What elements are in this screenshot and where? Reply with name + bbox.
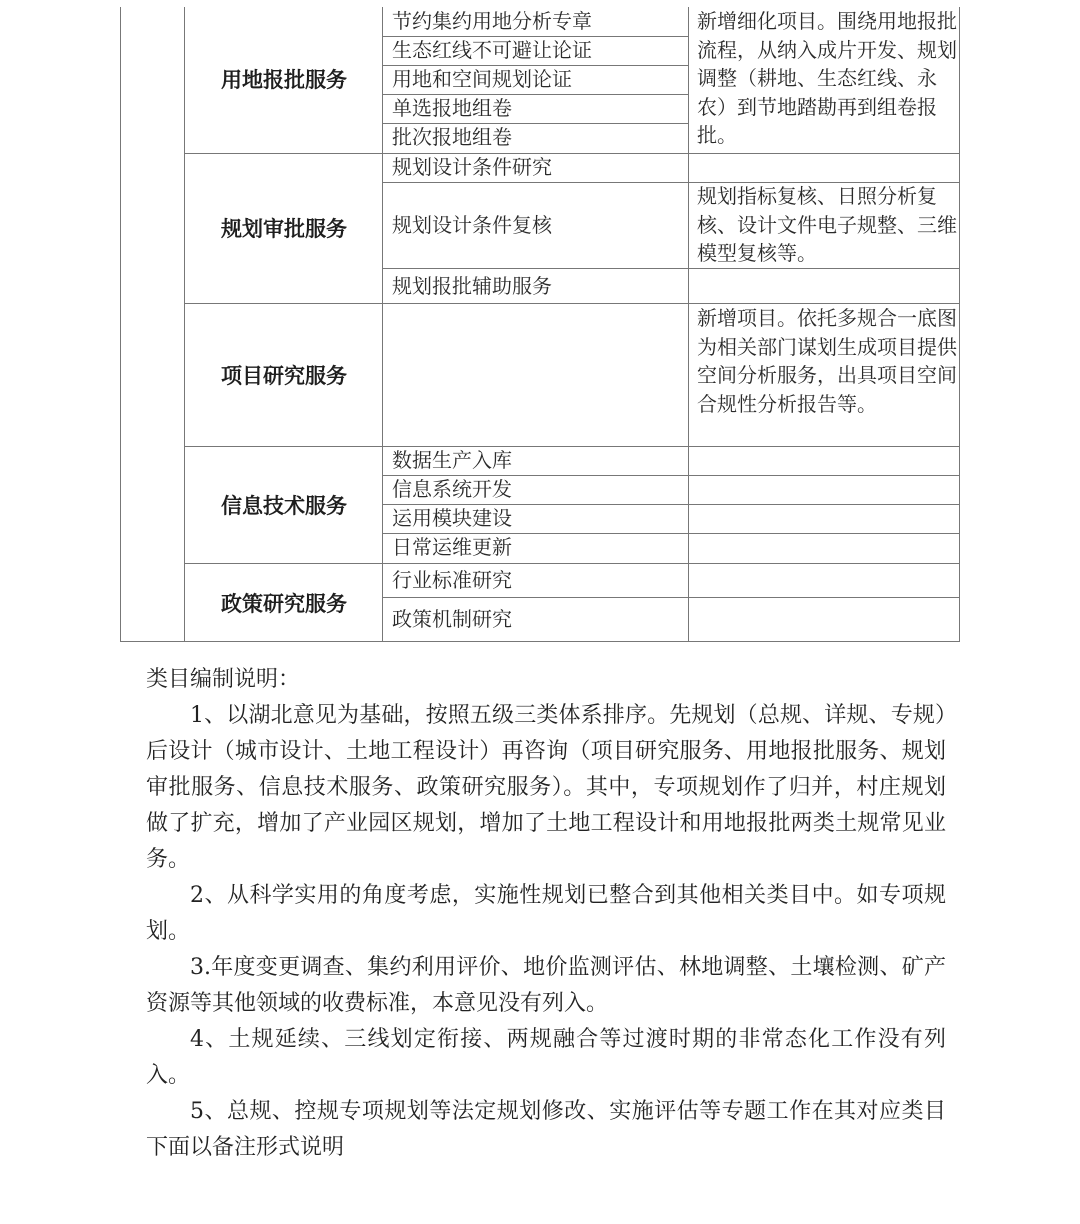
- table-cell-item: 运用模块建设: [392, 506, 512, 530]
- table-divider-col3: [688, 7, 689, 642]
- table-cell-note: 新增项目。依托多规合一底图为相关部门谋划生成项目提供空间分析服务，出具项目空间合规性分析报告等。: [697, 306, 957, 416]
- table-border-left: [120, 7, 121, 642]
- table-cell-item: 规划报批辅助服务: [392, 274, 552, 298]
- table-cell-item: 生态红线不可避让论证: [392, 38, 592, 62]
- category-policy-research: 政策研究服务: [221, 591, 347, 616]
- table-group-divider: [184, 153, 960, 154]
- table-border-bottom: [120, 641, 960, 642]
- notes-paragraph: 3.年度变更调查、集约利用评价、地价监测评估、林地调整、土壤检测、矿产资源等其他领域的收费标准，本意见没有列入。: [146, 955, 946, 1016]
- table-cell-note: 新增细化项目。围绕用地报批流程，从纳入成片开发、规划调整（耕地、生态红线、永农）到节地踏勘再到组卷报批。: [697, 9, 957, 147]
- table-row-divider: [382, 597, 960, 598]
- table-cell-item: 用地和空间规划论证: [392, 67, 572, 91]
- category-planning-approval: 规划审批服务: [221, 216, 347, 241]
- notes-paragraph: 5、总规、控规专项规划等法定规划修改、实施评估等专题工作在其对应类目下面以备注形式说明: [146, 1099, 946, 1160]
- category-project-research: 项目研究服务: [221, 363, 347, 388]
- table-cell-item: 数据生产入库: [392, 448, 512, 472]
- table-cell-item: 规划设计条件研究: [392, 155, 552, 179]
- notes-title: 类目编制说明：: [146, 667, 301, 692]
- table-cell-note: 规划指标复核、日照分析复核、设计文件电子规整、三维模型复核等。: [697, 184, 957, 265]
- table-cell-item: 日常运维更新: [392, 535, 512, 559]
- table-border-right: [959, 7, 960, 642]
- table-cell-item: 批次报地组卷: [392, 125, 512, 149]
- notes-paragraph: 4、土规延续、三线划定衔接、两规融合等过渡时期的非常态化工作没有列入。: [146, 1027, 946, 1088]
- table-row-divider: [382, 268, 960, 269]
- category-land-approval: 用地报批服务: [221, 67, 347, 92]
- compilation-notes: [146, 658, 946, 1166]
- category-it-services: 信息技术服务: [221, 493, 347, 518]
- notes-paragraph: 1、以湖北意见为基础，按照五级三类体系排序。先规划（总规、详规、专规）后设计（城市设计、土地工程设计）再咨询（项目研究服务、用地报批服务、规划审批服务、信息技术服务、政策研究服务）。其中，专项规划作了归并，村庄规划做了扩充，增加了产业园区规划，增加了土地工程设计和用地报批两类土规常见业务。: [146, 703, 946, 872]
- table-cell-item: 行业标准研究: [392, 568, 512, 592]
- table-cell-item: 单选报地组卷: [392, 96, 512, 120]
- notes-paragraph: 2、从科学实用的角度考虑，实施性规划已整合到其他相关类目中。如专项规划。: [146, 883, 946, 944]
- table-cell-item: 节约集约用地分析专章: [392, 9, 592, 33]
- table-divider-col2: [382, 7, 383, 642]
- table-group-divider: [184, 563, 960, 564]
- table-divider-col1: [184, 7, 185, 642]
- table-group-divider: [184, 446, 960, 447]
- table-cell-item: 信息系统开发: [392, 477, 512, 501]
- table-cell-item: 规划设计条件复核: [392, 213, 552, 237]
- table-cell-item: 政策机制研究: [392, 607, 512, 631]
